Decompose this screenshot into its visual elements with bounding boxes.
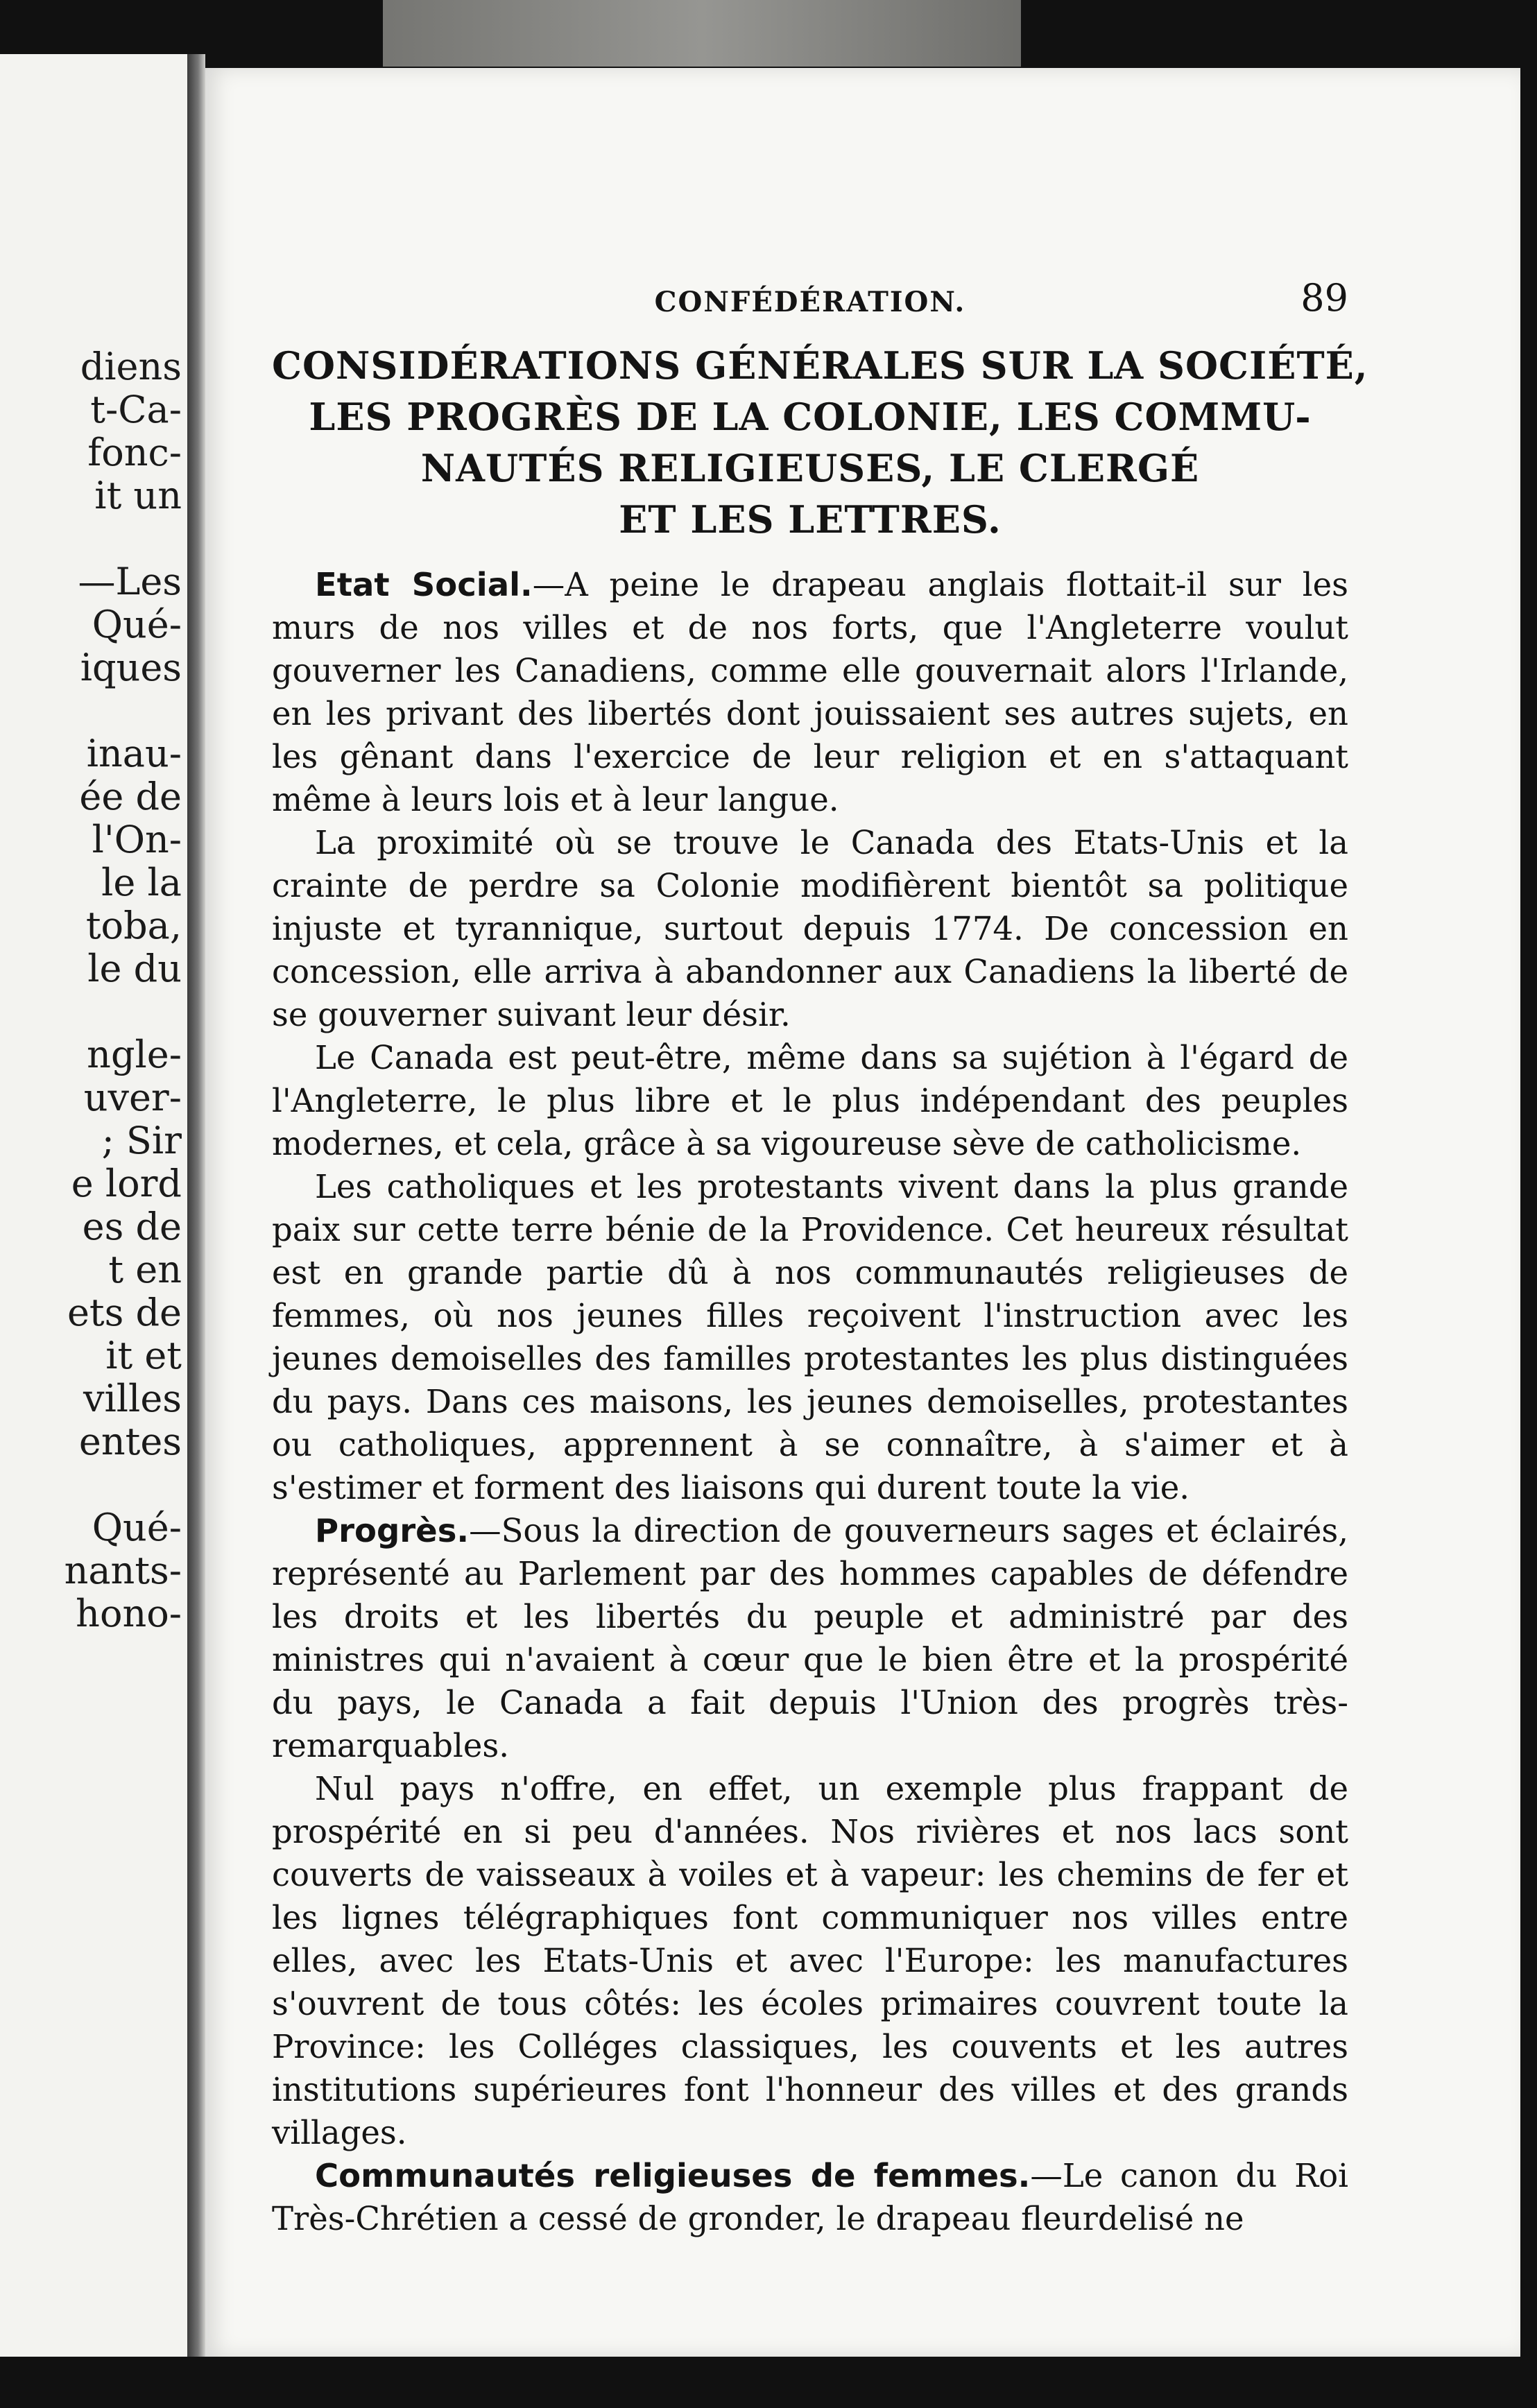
body-text [272, 563, 1348, 2240]
paragraph [272, 1036, 1348, 1165]
section-heading-progres: Progrès. [315, 1512, 470, 1549]
paragraph-progres [272, 1509, 1348, 1767]
left-facing-page [0, 54, 187, 2357]
section-heading-etat-social: Etat Social. [315, 566, 533, 603]
paragraph-text: —A peine le drapeau anglais flottait-il sur les murs de nos villes et de nos forts, que l'Angleterre voulut gouverner les Canadiens, comme elle gouvernait alors l'Irlande, en les privant des libertés dont jouissaient ses autres sujets, en les gênant dans l'exercice de leur religion et en s'attaquant même à leurs lois et à leur langue. [272, 566, 1348, 818]
paragraph [272, 1767, 1348, 2154]
paragraph [272, 1165, 1348, 1509]
page-number: 89 [1300, 276, 1348, 320]
book-gutter [187, 54, 205, 2357]
left-page-text-fragments: diens t-Ca- fonc- it un —Les Qué- iques inau- ée de l'On- le la toba, le du ngle- uver- ; Sir e lord es de t en ets de it et villes entes Qué- nants- hono- [64, 345, 182, 1635]
chapter-title [272, 340, 1368, 545]
running-title: CONFÉDÉRATION. [654, 286, 966, 318]
binding-tape [383, 0, 1021, 67]
paragraph-text: La proximité où se trouve le Canada des Etats-Unis et la crainte de perdre sa Colonie modifièrent bientôt sa politique injuste et tyrannique, surtout depuis 1774. De concession en concession, elle arriva à abandonner aux Canadiens la liberté de se gouverner suivant leur désir. [272, 824, 1348, 1033]
chapter-title-line: ET LES LETTRES. [619, 497, 1002, 542]
chapter-title-line: CONSIDÉRATIONS GÉNÉRALES SUR LA SOCIÉTÉ, [272, 343, 1368, 388]
chapter-title-line: NAUTÉS RELIGIEUSES, LE CLERGÉ [420, 446, 1200, 490]
running-head [272, 276, 1348, 332]
paragraph-etat-social [272, 563, 1348, 821]
paragraph [272, 821, 1348, 1036]
paragraph-text: Les catholiques et les protestants vivent dans la plus grande paix sur cette terre bénie de la Providence. Cet heureux résultat est en grande partie dû à nos communautés religieuses de femmes, où nos jeunes filles reçoivent l'instruction avec les jeunes demoiselles des familles protestantes les plus distinguées du pays. Dans ces maisons, les jeunes demoiselles, protestantes ou catholiques, apprennent à se connaître, à s'aimer et à s'estimer et forment des liaisons qui durent toute la vie. [272, 1168, 1348, 1506]
page-content [272, 276, 1368, 2240]
right-page [205, 68, 1520, 2357]
chapter-title-line: LES PROGRÈS DE LA COLONIE, LES COMMU- [309, 395, 1312, 439]
section-heading-communautes: Communautés religieuses de femmes. [315, 2157, 1031, 2194]
paragraph-text: Nul pays n'offre, en effet, un exemple plus frappant de prospérité en si peu d'années. Nos rivières et nos lacs sont couverts de vaisseaux à voiles et à vapeur: les chemins de fer et les lignes télégraphiques font communiquer nos villes entre elles, avec les Etats-Unis et avec l'Europe: les manufactures s'ouvrent de tous côtés: les écoles primaires couvrent toute la Province: les Colléges classiques, les couvents et les autres institutions supérieures font l'honneur des villes et des grands villages. [272, 1770, 1348, 2151]
paragraph-text: Le Canada est peut-être, même dans sa sujétion à l'égard de l'Angleterre, le plus libre et le plus indépendant des peuples modernes, et cela, grâce à sa vigoureuse sève de catholicisme. [272, 1039, 1348, 1162]
paragraph-text: —Le canon du Roi Très-Chrétien a cessé de gronder, le drapeau fleurdelisé ne [272, 2157, 1348, 2237]
paragraph-text: —Sous la direction de gouverneurs sages et éclairés, représenté au Parlement par des hommes capables de défendre les droits et les libertés du peuple et administré par des ministres qui n'avaient à cœur que le bien être et la prospérité du pays, le Canada a fait depuis l'Union des progrès très-remarquables. [272, 1512, 1348, 1764]
paragraph-communautes [272, 2154, 1348, 2240]
